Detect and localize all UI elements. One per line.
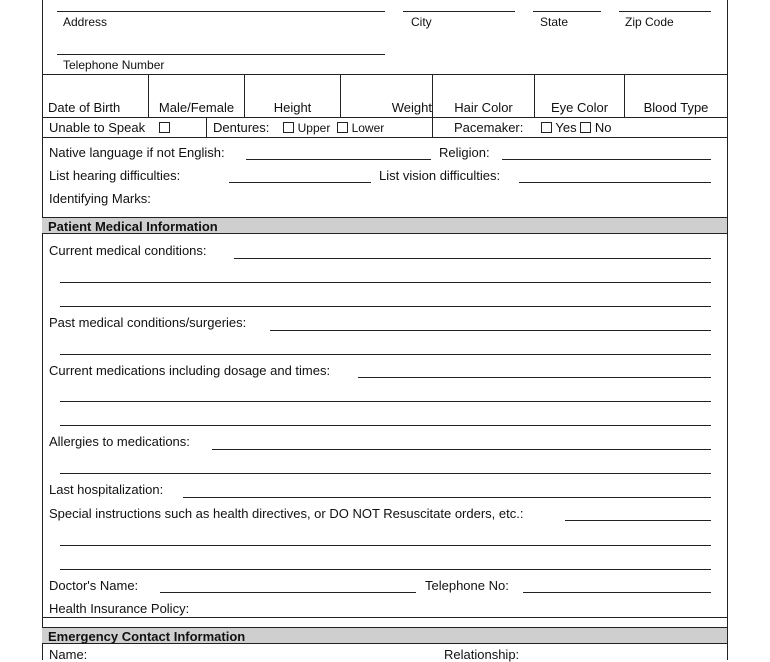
- emergency-name-label: Name:: [49, 647, 88, 662]
- form-right-border: [727, 0, 728, 660]
- current-conditions-field[interactable]: [234, 258, 711, 259]
- sex-header: Male/Female: [158, 100, 235, 115]
- dentures-label: Dentures:: [213, 120, 270, 135]
- special-instructions-field[interactable]: [565, 520, 711, 521]
- address-label: Address: [63, 15, 108, 29]
- pacemaker-yes-checkbox[interactable]: [541, 122, 552, 133]
- medical-section-header: Patient Medical Information: [42, 217, 727, 234]
- current-conditions-line-3[interactable]: [60, 306, 711, 307]
- allergies-field[interactable]: [212, 449, 711, 450]
- vision-field[interactable]: [519, 182, 711, 183]
- dentures-lower-label: Lower: [351, 121, 385, 135]
- last-hospitalization-field[interactable]: [183, 497, 711, 498]
- vision-label: List vision difficulties:: [379, 168, 501, 183]
- weight-header: Weight: [391, 100, 432, 115]
- doctor-telephone-label: Telephone No:: [425, 578, 509, 593]
- flags-divider: [432, 117, 433, 137]
- zip-field[interactable]: [619, 11, 711, 12]
- identifying-marks-label: Identifying Marks:: [49, 191, 151, 206]
- dentures-group: [213, 120, 384, 135]
- flags-bottom-border: [42, 137, 727, 138]
- height-header: Height: [273, 100, 312, 115]
- special-instructions-line-2[interactable]: [60, 545, 711, 546]
- medical-section-bottom: [42, 617, 727, 618]
- state-label: State: [540, 15, 569, 29]
- past-conditions-line-2[interactable]: [60, 354, 711, 355]
- unable-to-speak-label: [49, 120, 170, 135]
- current-medications-label: Current medications including dosage and times:: [49, 363, 331, 378]
- unable-to-speak-checkbox[interactable]: [159, 122, 170, 133]
- allergies-label: Allergies to medications:: [49, 434, 190, 449]
- table-mid-border: [42, 117, 727, 118]
- state-field[interactable]: [533, 11, 601, 12]
- flags-divider: [206, 117, 207, 137]
- eye-color-header: Eye Color: [550, 100, 609, 115]
- form-left-border: [42, 0, 43, 660]
- native-language-label: Native language if not English:: [49, 145, 225, 160]
- current-conditions-line-2[interactable]: [60, 282, 711, 283]
- unable-to-speak-text: Unable to Speak: [49, 120, 146, 135]
- hearing-field[interactable]: [229, 182, 371, 183]
- pacemaker-no-label: No: [594, 120, 612, 135]
- allergies-line-2[interactable]: [60, 473, 711, 474]
- dentures-lower-checkbox[interactable]: [337, 122, 348, 133]
- doctor-telephone-field[interactable]: [523, 592, 711, 593]
- pacemaker-label: Pacemaker:: [454, 120, 524, 135]
- special-instructions-label: Special instructions such as health directives, or DO NOT Resuscitate orders, etc.:: [49, 506, 524, 521]
- hair-color-header: Hair Color: [454, 100, 513, 115]
- emergency-relationship-label: Relationship:: [444, 647, 520, 662]
- last-hospitalization-label: Last hospitalization:: [49, 482, 164, 497]
- telephone-field[interactable]: [57, 54, 385, 55]
- pacemaker-yes-label: Yes: [555, 120, 577, 135]
- dentures-upper-label: Upper: [297, 121, 331, 135]
- current-medications-field[interactable]: [358, 377, 711, 378]
- religion-label: Religion:: [439, 145, 490, 160]
- dentures-upper-checkbox[interactable]: [283, 122, 294, 133]
- current-medications-line-3[interactable]: [60, 425, 711, 426]
- blood-type-header: Blood Type: [643, 100, 709, 115]
- current-conditions-label: Current medical conditions:: [49, 243, 207, 258]
- native-language-field[interactable]: [246, 159, 431, 160]
- insurance-label: Health Insurance Policy:: [49, 601, 190, 616]
- city-label: City: [411, 15, 432, 29]
- city-field[interactable]: [403, 11, 515, 12]
- past-conditions-label: Past medical conditions/surgeries:: [49, 315, 247, 330]
- doctor-name-label: Doctor's Name:: [49, 578, 139, 593]
- address-field[interactable]: [57, 11, 385, 12]
- doctor-name-field[interactable]: [160, 592, 416, 593]
- hearing-label: List hearing difficulties:: [49, 168, 181, 183]
- current-medications-line-2[interactable]: [60, 401, 711, 402]
- dob-header: Date of Birth: [48, 100, 121, 115]
- past-conditions-field[interactable]: [270, 330, 711, 331]
- pacemaker-no-checkbox[interactable]: [580, 122, 591, 133]
- telephone-label: Telephone Number: [63, 58, 165, 72]
- special-instructions-line-3[interactable]: [60, 569, 711, 570]
- religion-field[interactable]: [502, 159, 711, 160]
- pacemaker-group: [454, 120, 611, 135]
- emergency-section-header: Emergency Contact Information: [42, 627, 727, 644]
- zip-label: Zip Code: [625, 15, 674, 29]
